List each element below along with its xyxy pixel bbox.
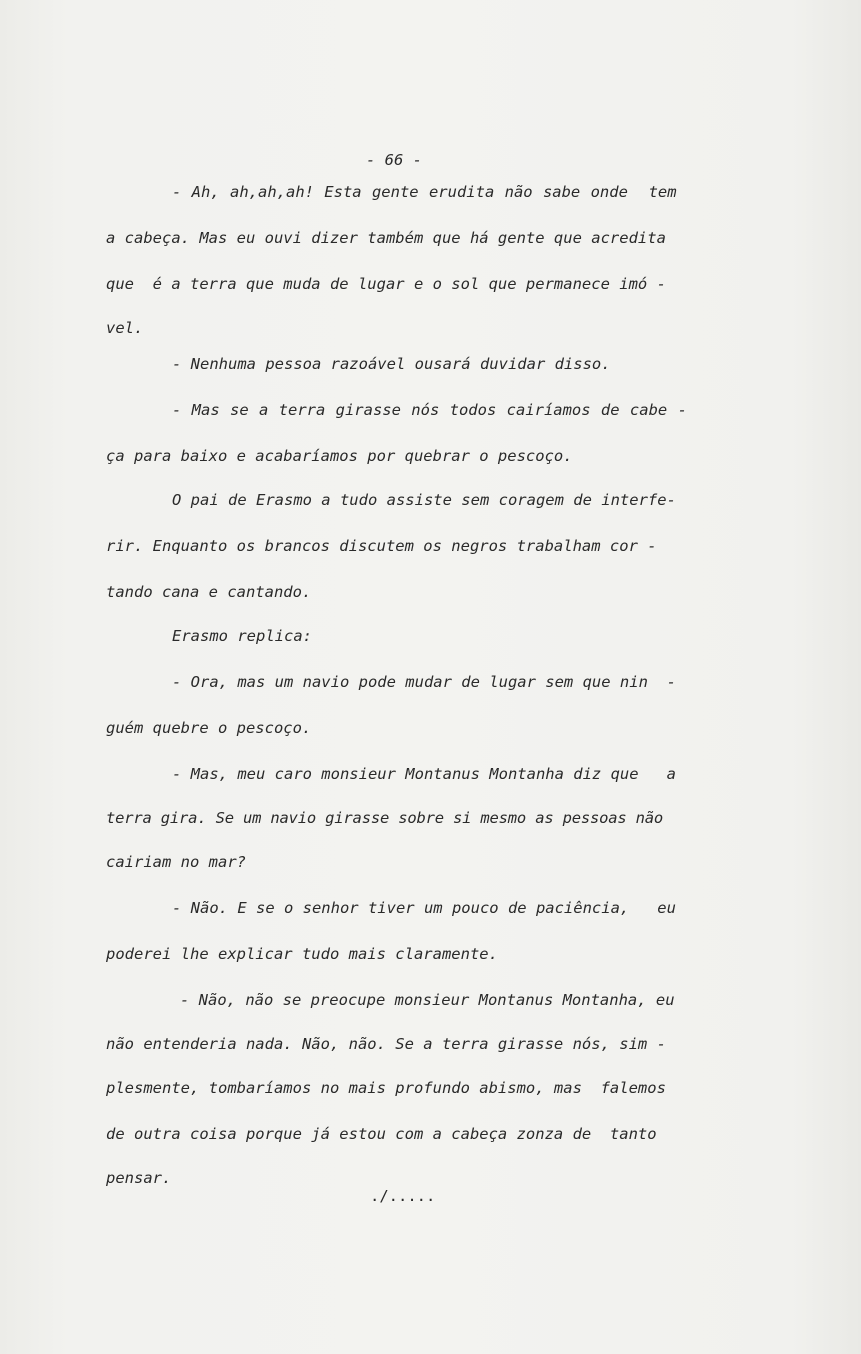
text-line: pensar. <box>106 1169 172 1187</box>
text-line: terra gira. Se um navio girasse sobre si mesmo as pessoas não <box>106 809 664 827</box>
text-line: cairiam no mar? <box>106 853 246 871</box>
text-line: - Nenhuma pessoa razoável ousará duvidar disso. <box>172 355 611 373</box>
text-line: O pai de Erasmo a tudo assiste sem coragem de interfe- <box>172 491 676 509</box>
text-line: - Mas se a terra girasse nós todos cairíamos de cabe - <box>172 401 687 419</box>
text-line: rir. Enquanto os brancos discutem os negros trabalham cor - <box>106 537 657 555</box>
text-line: guém quebre o pescoço. <box>106 719 312 737</box>
text-line: - Ah, ah,ah,ah! Esta gente erudita não sabe onde tem <box>172 183 677 201</box>
page-number: - 66 - <box>366 151 422 169</box>
text-line: tando cana e cantando. <box>106 583 312 601</box>
text-line: de outra coisa porque já estou com a cabeça zonza de tanto <box>106 1125 657 1143</box>
text-line: - Ora, mas um navio pode mudar de lugar sem que nin - <box>172 673 676 691</box>
text-line: - Não, não se preocupe monsieur Montanus Montanha, eu <box>180 991 675 1009</box>
text-line: não entenderia nada. Não, não. Se a terra girasse nós, sim - <box>106 1035 666 1053</box>
text-line: - Não. E se o senhor tiver um pouco de paciência, eu <box>172 899 676 917</box>
text-line: Erasmo replica: <box>172 627 312 645</box>
text-line: ça para baixo e acabaríamos por quebrar o pescoço. <box>106 447 573 465</box>
text-line: poderei lhe explicar tudo mais claramente. <box>106 945 498 963</box>
text-line: plesmente, tombaríamos no mais profundo abismo, mas falemos <box>106 1079 666 1097</box>
text-line: a cabeça. Mas eu ouvi dizer também que há gente que acredita <box>106 229 666 247</box>
text-line: - Mas, meu caro monsieur Montanus Montanha diz que a <box>172 765 676 783</box>
text-line: vel. <box>106 319 144 337</box>
continuation-mark: ./..... <box>370 1187 436 1205</box>
text-line: que é a terra que muda de lugar e o sol que permanece imó - <box>106 275 666 293</box>
